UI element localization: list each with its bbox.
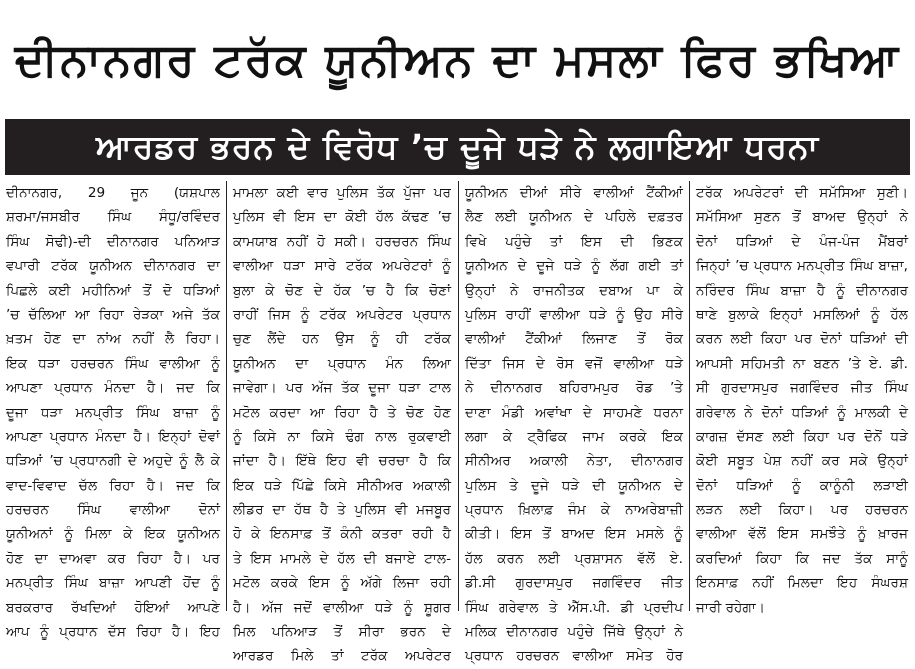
article-column-1 xyxy=(6,181,220,641)
article-line: ਕਾਗਜ਼ ਦੱਸਣ ਲਈ ਕਿਹਾ ਪਰ ਦੋਨੋਂ ਧੜੇ xyxy=(696,428,908,445)
article-line: ਉਨ੍ਹਾਂ ਨੇ ਰਾਜਨੀਤਕ ਦਬਾਅ ਪਾ ਕੇ xyxy=(465,282,683,299)
article-line: ਨਰਿੰਦਰ ਸਿੰਘ ਬਾਜ਼ਾ ਹੈ ਨੂੰ ਦੀਨਾਨਗਰ xyxy=(696,282,908,299)
article-line: ਦਾਣਾ ਮੰਡੀ ਅਵਾਂਖਾ ਦੇ ਸਾਹਮਣੇ ਧਰਨਾ xyxy=(465,404,683,421)
article-line: ਕਰਨ ਲਈ ਕਿਹਾ ਪਰ ਦੋਨਾਂ ਧੜਿਆਂ ਦੀ xyxy=(696,331,908,348)
column-divider xyxy=(458,181,459,611)
article-line: ਵਿਖੇ ਪਹੁੰਚੇ ਤਾਂ ਇਸ ਦੀ ਭਿਣਕ xyxy=(465,233,683,250)
article-line: ਆਰਡਰ ਮਿਲੇ ਤਾਂ ਟਰੱਕ ਅਪਰੇਟਰ xyxy=(233,648,451,665)
article-line: ਆਪਣਾ ਪ੍ਰਧਾਨ ਮੰਨਦਾ ਹੈ। ਇਨ੍ਹਾਂ ਦੋਵਾਂ xyxy=(6,428,220,445)
article-line: ਜਿਨ੍ਹਾਂ ’ਚ ਪ੍ਰਧਾਨ ਮਨਪ੍ਰੀਤ ਸਿੰਘ ਬਾਜ਼ਾ, xyxy=(696,258,908,275)
article-line: ਮਿਲ ਪਨਿਆੜ ਤੋਂ ਸੀਰਾ ਭਰਨ ਦੇ xyxy=(233,624,451,641)
article-line: ਸ਼ਰਮਾ/ਜਸਬੀਰ ਸਿੰਘ ਸੰਧੂ/ਰਵਿੰਦਰ xyxy=(6,209,220,226)
article-line: ਥਾਣੇ ਬੁਲਾਕੇ ਇਨ੍ਹਾਂ ਮਸਲਿਆਂ ਨੂੰ ਹੱਲ xyxy=(696,306,908,323)
article-line: ਇਕ ਧੜਾ ਹਰਚਰਨ ਸਿੰਘ ਵਾਲੀਆ ਨੂੰ xyxy=(6,355,220,372)
article-line: ਲੜਨ ਲਈ ਕਿਹਾ। ਪਰ ਹਰਚਰਨ xyxy=(696,502,908,519)
headline: ਦੀਨਾਨਗਰ ਟਰੱਕ ਯੂਨੀਅਨ ਦਾ ਮਸਲਾ ਫਿਰ ਭਖਿਆ xyxy=(14,33,901,86)
article-line: ਸਿੰਘ ਸੋਢੀ)-ਦੀ ਦੀਨਾਨਗਰ ਪਨਿਆੜ xyxy=(6,233,220,250)
article-line: ਯੂਨੀਅਨਾਂ ਨੂੰ ਮਿਲਾ ਕੇ ਇਕ ਯੂਨੀਅਨ xyxy=(6,526,220,543)
article-line: ’ਚ ਚੱਲਿਆ ਆ ਰਿਹਾ ਰੇੜਕਾ ਅਜੇ ਤੱਕ xyxy=(6,306,220,323)
article-line: ਵਾਲੀਆਂ ਟੈਂਕੀਆਂ ਲਿਜਾਣ ਤੋਂ ਰੋਕ xyxy=(465,331,683,348)
subheadline-bar xyxy=(5,119,910,175)
article-line: ਪੁਲਿਸ ਰਾਹੀਂ ਵਾਲੀਆ ਧੜੇ ਨੂੰ ਉਹ ਸੀਰੇ xyxy=(465,306,683,323)
article-line: ਲਗਾ ਕੇ ਟ੍ਰੈਫਿਕ ਜਾਮ ਕਰਕੇ ਇਕ xyxy=(465,428,683,445)
article-line: ਯੂਨੀਅਨ ਦਾ ਪ੍ਰਧਾਨ ਮੰਨ ਲਿਆ xyxy=(233,355,451,372)
article-line: ਬਰਕਰਾਰ ਰੱਖਦਿਆਂ ਹੋਇਆਂ ਆਪਣੇ xyxy=(6,599,220,616)
article-line: ਹੋ ਕੇ ਇਨਸਾਫ਼ ਤੋਂ ਕੰਨੀ ਕਤਰਾ ਰਹੀ ਹੈ xyxy=(233,526,451,543)
article-line: ਸੀਨੀਅਰ ਅਕਾਲੀ ਨੇਤਾ, ਦੀਨਾਨਗਰ xyxy=(465,453,683,470)
article-line: ਵਪਾਰੀ ਟਰੱਕ ਯੂਨੀਅਨ ਦੀਨਾਨਗਰ ਦਾ xyxy=(6,258,220,275)
article-line: ਮਨਪ੍ਰੀਤ ਸਿੰਘ ਬਾਜ਼ਾ ਆਪਣੀ ਹੋਂਦ ਨੂੰ xyxy=(6,575,220,592)
article-line: ਖ਼ਤਮ ਹੋਣ ਦਾ ਨਾਂਅ ਨਹੀਂ ਲੈ ਰਿਹਾ। xyxy=(6,331,220,348)
article-line: ਡੀ.ਸੀ ਗੁਰਦਾਸਪੁਰ ਜਗਵਿੰਦਰ ਜੀਤ xyxy=(465,575,683,592)
article-line: ਆਪ ਨੂੰ ਪ੍ਰਧਾਨ ਦੱਸ ਰਿਹਾ ਹੈ। ਇਹ xyxy=(6,624,220,641)
article-line: ਹਰਚਰਨ ਸਿੰਘ ਵਾਲੀਆ ਦੋਨਾਂ xyxy=(6,502,220,519)
article-line: ਵਾਲੀਆ ਧੜਾ ਸਾਰੇ ਟਰੱਕ ਅਪਰੇਟਰਾਂ ਨੂੰ xyxy=(233,258,451,275)
article-line: ਪੁਲਿਸ ਤੇ ਦੂਜੇ ਧੜੇ ਦੀ ਯੂਨੀਅਨ ਦੇ xyxy=(465,477,683,494)
article-line: ਟਰੱਕ ਅਪਰੇਟਰਾਂ ਦੀ ਸਮੱਸਿਆ ਸੁਣੀ। xyxy=(696,185,908,201)
article-line: ਕਰਦਿਆਂ ਕਿਹਾ ਕਿ ਜਦ ਤੱਕ ਸਾਨੂੰ xyxy=(696,550,908,567)
article-line: ਰਾਹੀਂ ਜਿਸ ਨੂੰ ਟਰੱਕ ਅਪਰੇਟਰ ਪ੍ਰਧਾਨ xyxy=(233,306,451,323)
article-line: ਆਪਸੀ ਸਹਿਮਤੀ ਨਾ ਬਣਨ ’ਤੇ ਏ. ਡੀ. xyxy=(696,355,908,372)
article-line: ਲੀਡਰ ਦਾ ਹੱਥ ਹੈ ਤੇ ਪੁਲਿਸ ਵੀ ਮਜਬੂਰ xyxy=(233,502,451,519)
article-column-4 xyxy=(696,181,908,616)
article-line: ਮਾਮਲਾ ਕਈ ਵਾਰ ਪੁਲਿਸ ਤੱਕ ਪੁੱਜਾ ਪਰ xyxy=(233,185,451,201)
article-line: ਬੁਲਾ ਕੇ ਚੋਣ ਦੇ ਹੱਕ ’ਚ ਹੈ ਕਿ ਚੋਣਾਂ xyxy=(233,282,451,299)
article-line: ਦੋਨਾਂ ਧੜਿਆਂ ਨੂੰ ਕਾਨੂੰਨੀ ਲੜਾਈ xyxy=(696,477,908,494)
article-line: ਹੋਣ ਦਾ ਦਾਅਵਾ ਕਰ ਰਿਹਾ ਹੈ। ਪਰ xyxy=(6,550,220,567)
article-line: ਮਟੋਲ ਕਰਦਾ ਆ ਰਿਹਾ ਹੈ ਤੇ ਚੋਣ ਹੋਣ xyxy=(233,404,451,421)
article-line: ਗਰੇਵਾਲ ਨੇ ਦੋਨਾਂ ਧੜਿਆਂ ਨੂੰ ਮਾਲਕੀ ਦੇ xyxy=(696,404,908,421)
article-line: ਸੀ ਗੁਰਦਾਸਪੁਰ ਜਗਵਿੰਦਰ ਜੀਤ ਸਿੰਘ xyxy=(696,380,908,397)
article-line: ਯੂਨੀਅਨ ਦੀਆਂ ਸੀਰੇ ਵਾਲੀਆਂ ਟੈਂਕੀਆਂ xyxy=(465,185,683,201)
article-line: ਪਿਛਲੇ ਕਈ ਮਹੀਨਿਆਂ ਤੋਂ ਦੋ ਧੜਿਆਂ xyxy=(6,282,220,299)
article-line: ਤੇ ਇਸ ਮਾਮਲੇ ਦੇ ਹੱਲ ਦੀ ਬਜਾਏ ਟਾਲ- xyxy=(233,550,451,567)
article-line: ਲੈਣ ਲਈ ਯੂਨੀਅਨ ਦੇ ਪਹਿਲੇ ਦਫ਼ਤਰ xyxy=(465,209,683,226)
article-line: ਕੋਈ ਸਬੂਤ ਪੇਸ਼ ਨਹੀਂ ਕਰ ਸਕੇ ਉਨ੍ਹਾਂ xyxy=(696,453,908,470)
article-line: ਦੀਨਾਨਗਰ, 29 ਜੂਨ (ਯਸ਼ਪਾਲ xyxy=(6,185,220,201)
subheadline: ਆਰਡਰ ਭਰਨ ਦੇ ਵਿਰੋਧ ’ਚ ਦੂਜੇ ਧੜੇ ਨੇ ਲਗਾਇਆ ਧਰਨਾ xyxy=(95,127,820,166)
article-line: ਕਾਮਯਾਬ ਨਹੀਂ ਹੋ ਸਕੀ। ਹਰਚਰਨ ਸਿੰਘ xyxy=(233,233,451,250)
article-line: ਸਮੱਸਿਆ ਸੁਣਨ ਤੋਂ ਬਾਅਦ ਉਨ੍ਹਾਂ ਨੇ xyxy=(696,209,908,226)
article-line: ਪ੍ਰਧਾਨ ਖ਼ਿਲਾਫ਼ ਜੰਮ ਕੇ ਨਾਅਰੇਬਾਜ਼ੀ xyxy=(465,502,683,519)
column-divider xyxy=(689,181,690,611)
article-line: ਦੋਨਾਂ ਧੜਿਆਂ ਦੇ ਪੰਜ-ਪੰਜ ਮੈਂਬਰਾਂ xyxy=(696,233,908,250)
article-line: ਇਕ ਧੜੇ ਪਿੱਛੇ ਕਿਸੇ ਸੀਨੀਅਰ ਅਕਾਲੀ xyxy=(233,477,451,494)
article-line: ਵਾਲੀਆ ਵੱਲੋਂ ਇਸ ਸਮਝੌਤੇ ਨੂੰ ਖ਼ਾਰਜ xyxy=(696,526,908,543)
article-column-2 xyxy=(233,181,451,665)
article-line: ਯੂਨੀਅਨ ਦੇ ਦੂਜੇ ਧੜੇ ਨੂੰ ਲੱਗ ਗਈ ਤਾਂ xyxy=(465,258,683,275)
article-column-3 xyxy=(465,181,683,665)
article-line: ਹੈ। ਅੱਜ ਜਦੋਂ ਵਾਲੀਆ ਧੜੇ ਨੂੰ ਸ਼ੂਗਰ xyxy=(233,599,451,616)
article-line: ਹੱਲ ਕਰਨ ਲਈ ਪ੍ਰਸ਼ਾਸਨ ਵੱਲੋਂ ਏ. xyxy=(465,550,683,567)
article-line: ਦਿੱਤਾ ਜਿਸ ਦੇ ਰੋਸ ਵਜੋਂ ਵਾਲੀਆ ਧੜੇ xyxy=(465,355,683,372)
article-line: ਸਿੰਘ ਗਰੇਵਾਲ ਤੇ ਐੱਸ.ਪੀ. ਡੀ ਪ੍ਰਦੀਪ xyxy=(465,599,683,616)
article-line: ਵਾਦ-ਵਿਵਾਦ ਚੱਲ ਰਿਹਾ ਹੈ। ਜਦ ਕਿ xyxy=(6,477,220,494)
article-line: ਪ੍ਰਧਾਨ ਹਰਚਰਨ ਵਾਲੀਆ ਸਮੇਤ ਹੋਰ xyxy=(465,648,683,665)
article-line: ਮਲਿਕ ਦੀਨਾਨਗਰ ਪਹੁੰਚੇ ਜਿੱਥੇ ਉਨ੍ਹਾਂ ਨੇ xyxy=(465,624,683,641)
article-line: ਨੇ ਦੀਨਾਨਗਰ ਬਹਿਰਾਮਪੁਰ ਰੋਡ ’ਤੇ xyxy=(465,380,683,397)
article-line: ਪੁਲਿਸ ਵੀ ਇਸ ਦਾ ਕੋਈ ਹੱਲ ਕੱਢਣ ’ਚ xyxy=(233,209,451,226)
article-line: ਧੜਿਆਂ ’ਚ ਪ੍ਰਧਾਨਗੀ ਦੇ ਅਹੁਦੇ ਨੂੰ ਲੈ ਕੇ xyxy=(6,453,220,470)
article-line: ਮਟੋਲ ਕਰਕੇ ਇਸ ਨੂੰ ਅੱਗੇ ਲਿਜਾ ਰਹੀ xyxy=(233,575,451,592)
article-line: ਚੁਣ ਲੈਂਦੇ ਹਨ ਉਸ ਨੂੰ ਹੀ ਟਰੱਕ xyxy=(233,331,451,348)
article-line: ਜਾਂਦਾ ਹੈ। ਇੱਥੇ ਇਹ ਵੀ ਚਰਚਾ ਹੈ ਕਿ xyxy=(233,453,451,470)
article-line: ਜਾਵੇਗਾ। ਪਰ ਅੱਜ ਤੱਕ ਦੂਜਾ ਧੜਾ ਟਾਲ xyxy=(233,380,451,397)
article-line: ਇਨਸਾਫ਼ ਨਹੀਂ ਮਿਲਦਾ ਇਹ ਸੰਘਰਸ਼ xyxy=(696,575,908,592)
column-divider xyxy=(226,181,227,611)
article-line: ਕੀਤੀ। ਇਸ ਤੋਂ ਬਾਅਦ ਇਸ ਮਸਲੇ ਨੂੰ xyxy=(465,526,683,543)
article-line: ਜਾਰੀ ਰਹੇਗਾ। xyxy=(696,599,765,616)
article-line: ਆਪਣਾ ਪ੍ਰਧਾਨ ਮੰਨਦਾ ਹੈ। ਜਦ ਕਿ xyxy=(6,380,220,397)
article-line: ਨੂੰ ਕਿਸੇ ਨਾ ਕਿਸੇ ਢੰਗ ਨਾਲ ਰੁਕਵਾਈ xyxy=(233,428,451,445)
article-line: ਦੂਜਾ ਧੜਾ ਮਨਪ੍ਰੀਤ ਸਿੰਘ ਬਾਜ਼ਾ ਨੂੰ xyxy=(6,404,220,421)
